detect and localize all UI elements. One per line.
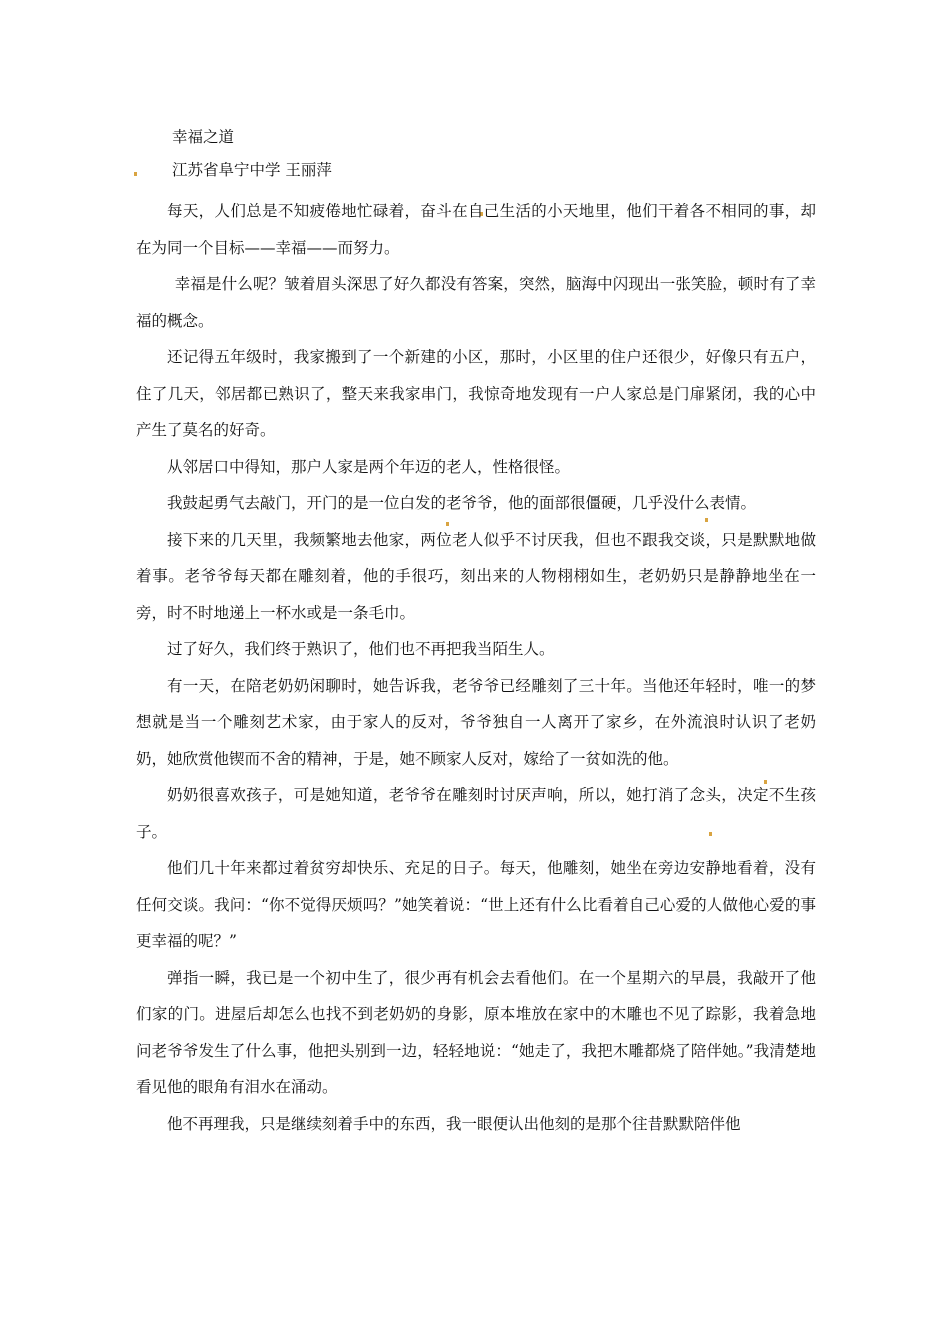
document-body [136,193,816,1142]
paragraph: 还记得五年级时，我家搬到了一个新建的小区，那时，小区里的住户还很少，好像只有五户，住了几天，邻居都已熟识了，整天来我家串门，我惊奇地发现有一户人家总是门扉紧闭，我的心中产生了莫名的好奇。 [136,348,816,439]
paragraph: 他不再理我，只是继续刻着手中的东西，我一眼便认出他刻的是那个往昔默默陪伴他 [167,1114,741,1133]
paragraph: 弹指一瞬，我已是一个初中生了，很少再有机会去看他们。在一个星期六的早晨，我敲开了他们家的门。进屋后却怎么也找不到老奶奶的身影，原本堆放在家中的木雕也不见了踪影，我着急地问老爷爷发生了什么事，他把头别到一边，轻轻地说：“她走了，我把木雕都烧了陪伴她。”我清楚地看见他的眼角有泪水在涌动。 [136,968,816,1096]
paragraph: 幸福是什么呢？皱着眉头深思了好久都没有答案，突然，脑海中闪现出一张笑脸，顿时有了幸福的概念。 [136,275,816,330]
paragraph: 每天，人们总是不知疲倦地忙碌着，奋斗在自己生活的小天地里，他们干着各不相同的事，却在为同一个目标——幸福——而努力。 [136,202,816,257]
document-author: 江苏省阜宁中学 王丽萍 [172,161,332,179]
paragraph: 接下来的几天里，我频繁地去他家，两位老人似乎不讨厌我，但也不跟我交谈，只是默默地做着事。老爷爷每天都在雕刻着，他的手很巧，刻出来的人物栩栩如生，老奶奶只是静静地坐在一旁，时不时地递上一杯水或是一条毛巾。 [136,530,816,622]
annotation-mark [134,172,137,176]
paragraph: 过了好久，我们终于熟识了，他们也不再把我当陌生人。 [167,640,555,658]
document-title: 幸福之道 [172,128,235,146]
paragraph: 我鼓起勇气去敲门，开门的是一位白发的老爷爷，他的面部很僵硬，几乎没什么表情。 [167,494,757,512]
paragraph: 奶奶很喜欢孩子，可是她知道，老爷爷在雕刻时讨厌声响，所以，她打消了念头，决定不生孩子。 [136,786,816,841]
paragraph: 他们几十年来都过着贫穷却快乐、充足的日子。每天，他雕刻，她坐在旁边安静地看着，没有任何交谈。我问：“你不觉得厌烦吗？”她笑着说：“世上还有什么比看着自己心爱的人做他心爱的事更幸福的呢？” [136,859,816,950]
paragraph: 有一天，在陪老奶奶闲聊时，她告诉我，老爷爷已经雕刻了三十年。当他还年轻时，唯一的梦想就是当一个雕刻艺术家，由于家人的反对，爷爷独自一人离开了家乡，在外流浪时认识了老奶奶，她欣赏他锲而不舍的精神，于是，她不顾家人反对，嫁给了一贫如洗的他。 [136,676,816,768]
paragraph: 从邻居口中得知，那户人家是两个年迈的老人，性格很怪。 [167,457,571,476]
